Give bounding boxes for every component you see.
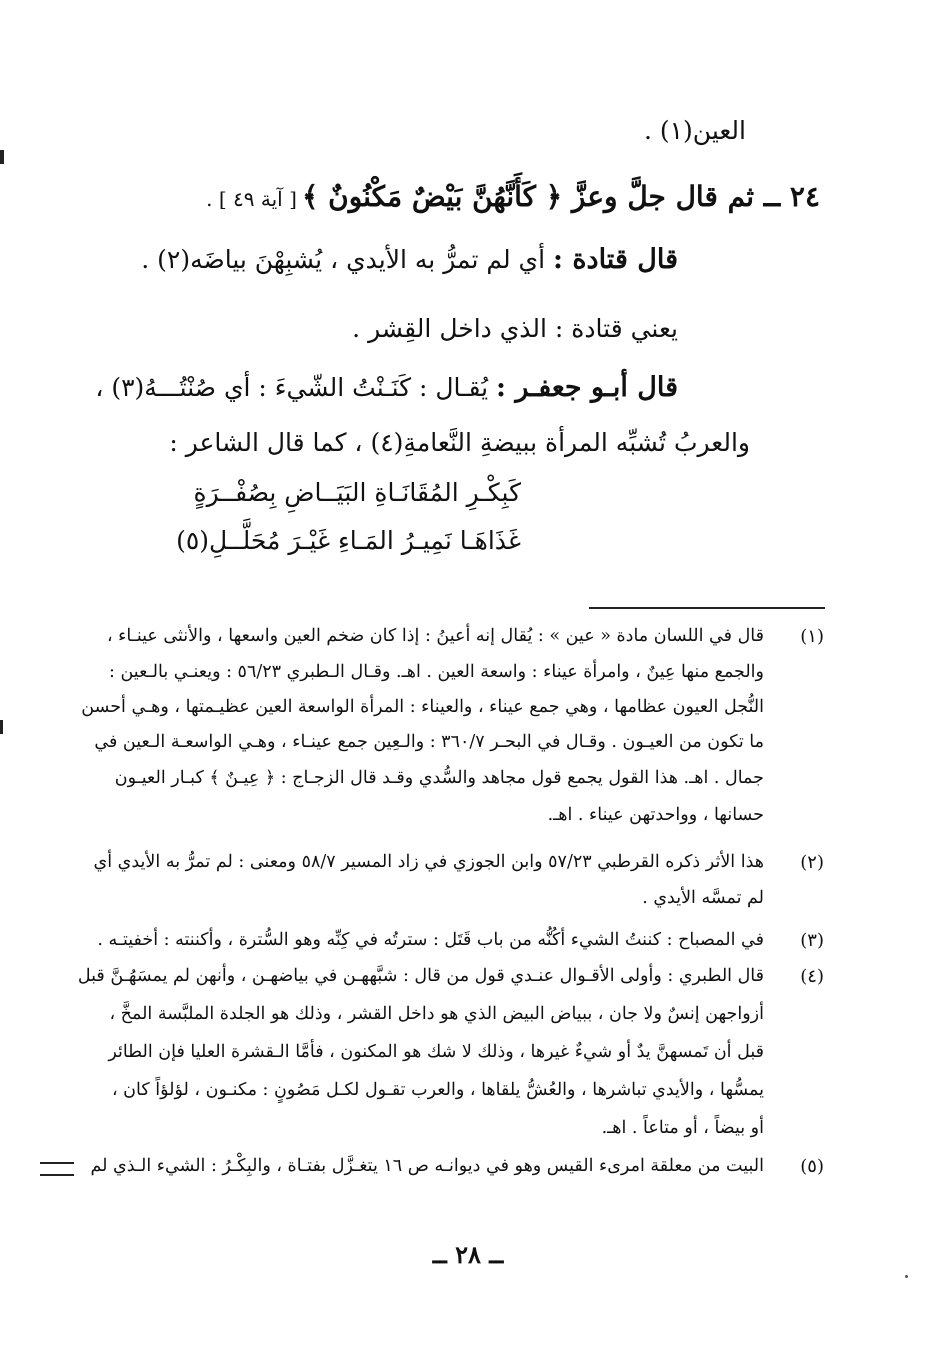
- footnote-number: (٤): [800, 966, 824, 987]
- footnote-line: هذا الأثر ذكره القرطبي ٥٧/٢٣ وابن الجوزي في زاد المسير ٥٨/٧ ومعنى : لم تمرُّ به الأيدي أي: [93, 852, 764, 872]
- footnote-line: أزواجهن إنسٌ ولا جان ، ببياض البيض الذي هو داخل القشر ، وذلك هو الجلدة الملبَّسة المخَّ ،: [109, 1004, 764, 1024]
- footnote-line: قبل أن تَمسهنَّ يدٌ أو شيءٌ غيرها ، وذلك لا شك هو المكنون ، فأمَّا الـقشرة العليا فإن الطائر: [108, 1042, 764, 1062]
- text-run: كَبِكْـرِ المُقَانَـاةِ البَيَــاضِ بِصُفْــرَةٍ: [193, 478, 521, 507]
- speck: [905, 1275, 908, 1278]
- speaker-abu-jafar: قال أبـو جعفـر :: [496, 372, 678, 403]
- page-number: ــ ٢٨ ــ: [432, 1240, 504, 1269]
- footnote-line: والجمع منها عِينٌ ، وامرأة عيناء : واسعة العين . اهـ. وقـال الـطبري ٥٦/٢٣ : ويعنـي بالـعين :: [109, 662, 764, 682]
- footnote-line: النُّجل العيون عظامها ، وهي جمع عيناء ، والعيناء : المرأة الواسعة العين عظيـمتها ، وهـي أحسن: [81, 697, 764, 717]
- footnote-line: لم تمسَّه الأيدي .: [642, 888, 764, 908]
- main-line-3: [141, 244, 678, 275]
- footnote-separator: [589, 607, 825, 609]
- footnote-number: (٥): [800, 1156, 824, 1177]
- footnote-number: (٢): [800, 852, 824, 873]
- text-run: يعني قتادة : الذي داخل القِشر .: [352, 314, 678, 343]
- footnote-line: قال الطبري : وأولى الأقـوال عنـدي قول من قال : شبَّههـن في بياضهـن ، وأنهن لم يمسَهُـنَّ قبل: [77, 966, 764, 986]
- footnote-line: قال في اللسان مادة « عين » : يُقال إنه أعينُ : إذا كان ضخم العين واسعها ، والأنثى عينـاء ،: [106, 626, 764, 646]
- main-line-5: [95, 372, 678, 403]
- heading-verse-24: ٢٤ ــ ثم قال جلَّ وعزَّ ﴿ كَأَنَّهُنَّ بَيْضٌ مَكْنُونٌ ﴾: [301, 180, 820, 213]
- poem-verse-1: [194, 478, 521, 507]
- main-line-1: [644, 116, 746, 145]
- ayah-reference: [ آية ٤٩ ] .: [206, 187, 297, 211]
- text-run: أي لم تمرُّ به الأيدي ، يُشبِهْنَ بياضَه(٢) .: [141, 245, 546, 274]
- continuation-mark: [40, 1162, 74, 1176]
- speaker-qatada: قال قتادة :: [553, 244, 678, 275]
- footnote-line: جمال . اهـ. هذا القول يجمع قول مجاهد والسُّدي وقـد قال الزجـاج : ﴿ عِيـنٌ ﴾ كبـار العيـون: [114, 768, 764, 788]
- footnote-line: ما تكون من العيـون . وقـال في البحـر ٣٦٠/٧ : والـعِين جمع عينـاء ، وهـي الواسعـة الـعين في: [94, 732, 764, 752]
- footnote-line: حسانها ، وواحدتهن عيناء . اهـ.: [547, 805, 764, 825]
- footnote-line: في المصباح : كننتُ الشيء أكُنُّه من باب قَتَل : سترتُه في كِنِّه وهو السُّترة ، وأكننته : أخفيتـه .: [97, 930, 764, 950]
- footnote-line: يمسُّها ، والأيدي تباشرها ، والعُشُّ يلقاها ، والعرب تقـول لكـل مَصُونٍ : مكنـون ، لؤلؤاً كان ،: [111, 1080, 764, 1100]
- margin-mark: [0, 150, 4, 164]
- main-line-4: [352, 314, 678, 343]
- text-run: غَذَاهَـا نَمِيـرُ المَـاءِ غَيْـرَ مُحَلَّــلِ(٥): [176, 526, 521, 555]
- text-run: والعربُ تُشبِّه المرأة ببيضةِ النَّعامةِ(٤) ، كما قال الشاعر :: [169, 428, 750, 457]
- main-line-2: [206, 180, 820, 213]
- main-line-6: [169, 428, 750, 457]
- poem-verse-2: [176, 526, 521, 555]
- footnote-line: البيت من معلقة امرىء القيس وهو في ديوانـه ص ١٦ يتغـزَّل بفتـاة ، والبِكْـرُ : الشيء الـذي لم: [90, 1156, 764, 1176]
- footnote-number: (٣): [800, 930, 824, 951]
- footnote-number: (١): [800, 626, 824, 647]
- margin-mark: [0, 720, 3, 734]
- text-run: يُقـال : كَنَـنْتُ الشّيءَ : أي صُنْتُـــهُ(٣) ،: [95, 373, 489, 402]
- text-run: العين(١) .: [643, 116, 746, 145]
- footnote-line: أو بيضاً ، أو متاعاً . اهـ.: [601, 1118, 764, 1138]
